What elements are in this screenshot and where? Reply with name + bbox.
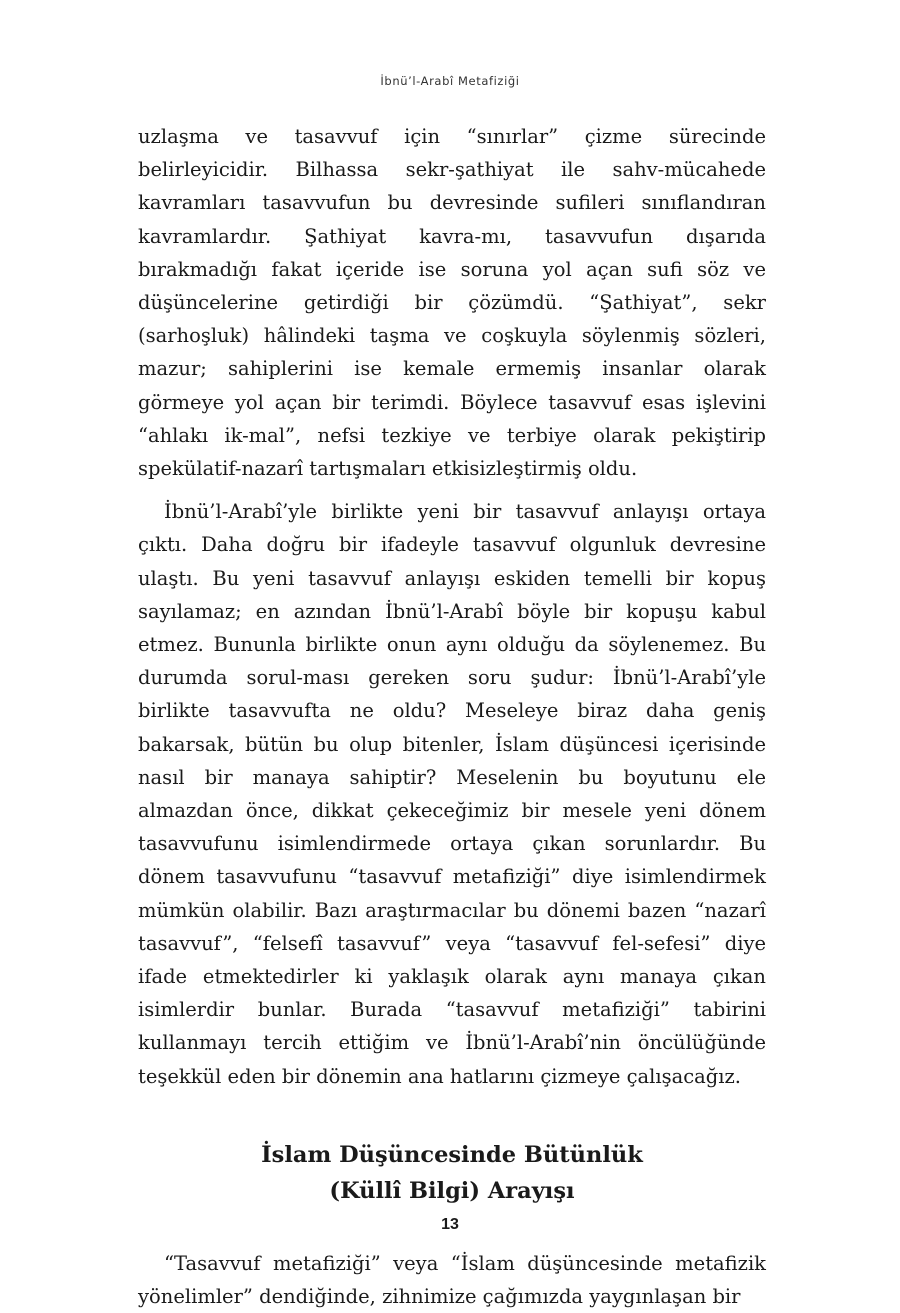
page-number: 13	[441, 1216, 459, 1233]
running-header: İbnü’l-Arabî Metafiziği	[380, 74, 520, 88]
page-body	[138, 120, 766, 1313]
section-heading-line-1: İslam Düşüncesinde Bütünlük	[261, 1141, 643, 1168]
paragraph-3: “Tasavvuf metafiziği” veya “İslam düşüncesinde metafizik yönelimler” dendiğinde, zihnimize çağımızda yaygınlaşan bir	[138, 1251, 766, 1309]
paragraph-1: uzlaşma ve tasavvuf için “sınırlar” çizme sürecinde belirleyicidir. Bilhassa sekr-şathiyat ile sahv-mücahede kavramları tasavvufun bu devresinde sufileri sınıflandıran kavramlardır. Şathiyat kavra-mı, tasavvufun dışarıda bırakmadığı fakat içeride ise soruna yol açan sufi söz ve düşüncelerine getirdiği bir çözümdü. “Şathiyat”, sekr (sarhoşluk) hâlindeki taşma ve coşkuyla söylenmiş sözleri, mazur; sahiplerini ise kemale ermemiş insanlar olarak görmeye yol açan bir terimdi. Böylece tasavvuf esas işlevini “ahlakı ik-mal”, nefsi tezkiye ve terbiye olarak pekiştirip spekülatif-nazarî tartışmaları etkisizleştirmiş oldu.	[138, 125, 766, 481]
section-heading-line-2: (Küllî Bilgi) Arayışı	[329, 1177, 575, 1204]
paragraph-2: İbnü’l-Arabî’yle birlikte yeni bir tasavvuf anlayışı ortaya çıktı. Daha doğru bir ifadeyle tasavvuf olgunluk devresine ulaştı. Bu yeni tasavvuf anlayışı eskiden temelli bir kopuş sayılamaz; en azından İbnü’l-Arabî böyle bir kopuşu kabul etmez. Bununla birlikte onun aynı olduğu da söylenemez. Bu durumda sorul-ması gereken soru şudur: İbnü’l-Arabî’yle birlikte tasavvufta ne oldu? Meseleye biraz daha geniş bakarsak, bütün bu olup bitenler, İslam düşüncesi içerisinde nasıl bir manaya sahiptir? Meselenin bu boyutunu ele almazdan önce, dikkat çekeceğimiz bir mesele yeni dönem tasavvufunu isimlendirmede ortaya çıkan sorunlardır. Bu dönem tasavvufunu “tasavvuf metafiziği” diye isimlendirmek mümkün olabilir. Bazı araştırmacılar bu dönemi bazen “nazarî tasavvuf”, “felsefî tasavvuf” veya “tasavvuf fel-sefesi” diye ifade etmektedirler ki yaklaşık olarak aynı manaya çıkan isimlerdir bunlar. Burada “tasavvuf metafiziği” tabirini kullanmayı tercih ettiğim ve İbnü’l-Arabî’nin öncülüğünde teşekkül eden bir dönemin ana hatlarını çizmeye çalışacağız.	[138, 500, 766, 1088]
section-heading	[138, 1137, 766, 1209]
